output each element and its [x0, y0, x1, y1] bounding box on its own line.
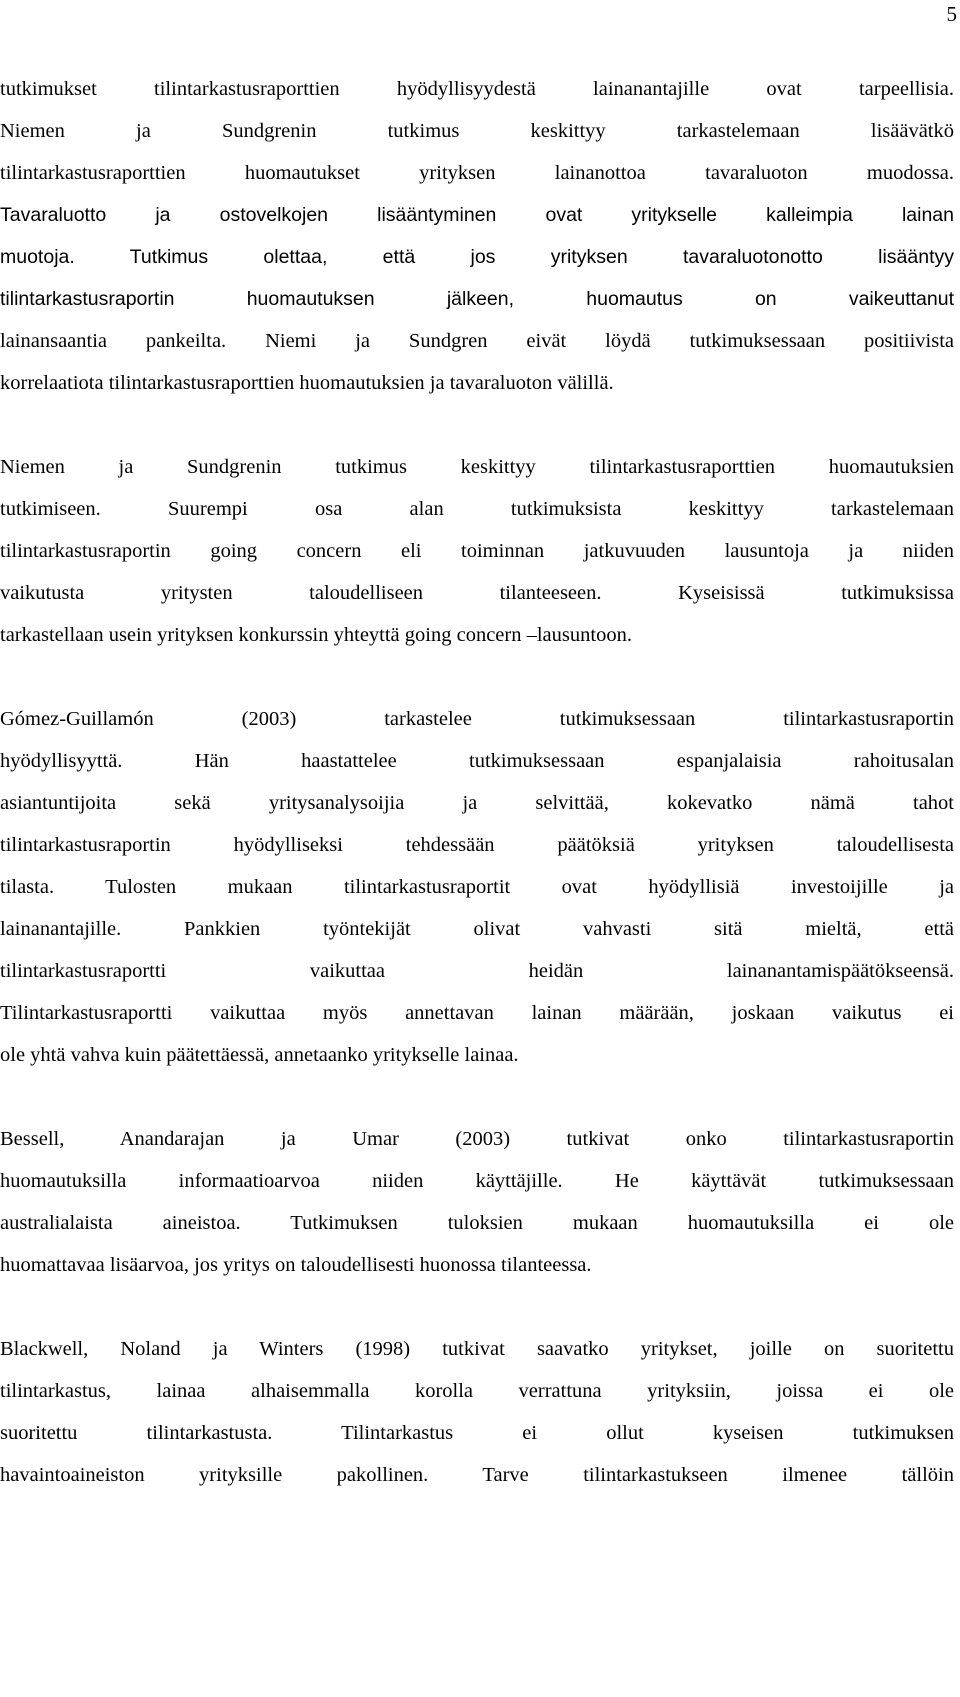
text-line: muotoja. Tutkimus olettaa, että jos yrityksen tavaraluotonotto lisääntyy — [0, 246, 954, 268]
text-line: ole yhtä vahva kuin päätettäessä, annetaanko yritykselle lainaa. — [0, 1044, 519, 1066]
text-line: Bessell, Anandarajan ja Umar (2003) tutkivat onko tilintarkastusraportin — [0, 1128, 954, 1150]
text-line: korrelaatiota tilintarkastusraporttien huomautuksien ja tavaraluoton välillä. — [0, 372, 614, 394]
paragraph-2 — [0, 446, 954, 656]
text-line: tutkimukset tilintarkastusraporttien hyödyllisyydestä lainanantajille ovat tarpeellisia. — [0, 78, 954, 100]
text-line: suoritettu tilintarkastusta. Tilintarkastus ei ollut kyseisen tutkimuksen — [0, 1422, 954, 1444]
text-line: Tavaraluotto ja ostovelkojen lisääntyminen ovat yritykselle kalleimpia lainan — [0, 204, 954, 226]
text-line: Niemen ja Sundgrenin tutkimus keskittyy tarkastelemaan lisäävätkö — [0, 120, 954, 142]
text-line: tilintarkastusraportin huomautuksen jälkeen, huomautus on vaikeuttanut — [0, 288, 954, 310]
paragraph-1 — [0, 68, 954, 404]
text-line: tilintarkastusraporttien huomautukset yrityksen lainanottoa tavaraluoton muodossa. — [0, 162, 954, 184]
text-line: hyödyllisyyttä. Hän haastattelee tutkimuksessaan espanjalaisia rahoitusalan — [0, 750, 954, 772]
text-line: tarkastellaan usein yrityksen konkurssin yhteyttä going concern –lausuntoon. — [0, 624, 632, 646]
text-line: Niemen ja Sundgrenin tutkimus keskittyy tilintarkastusraporttien huomautuksien — [0, 456, 954, 478]
text-line: vaikutusta yritysten taloudelliseen tilanteeseen. Kyseisissä tutkimuksissa — [0, 582, 954, 604]
page-number: 5 — [946, 2, 957, 26]
paragraph-5 — [0, 1328, 954, 1496]
document-body — [0, 68, 954, 1538]
text-line: tilasta. Tulosten mukaan tilintarkastusraportit ovat hyödyllisiä investoijille ja — [0, 876, 954, 898]
text-line: tilintarkastusraportin hyödylliseksi tehdessään päätöksiä yrityksen taloudellisesta — [0, 834, 954, 856]
paragraph-3 — [0, 698, 954, 1076]
text-line: Tilintarkastusraportti vaikuttaa myös annettavan lainan määrään, joskaan vaikutus ei — [0, 1002, 954, 1024]
text-line: australialaista aineistoa. Tutkimuksen tuloksien mukaan huomautuksilla ei ole — [0, 1212, 954, 1234]
text-line: Blackwell, Noland ja Winters (1998) tutkivat saavatko yritykset, joille on suoritettu — [0, 1338, 954, 1360]
text-line: lainansaantia pankeilta. Niemi ja Sundgren eivät löydä tutkimuksessaan positiivista — [0, 330, 954, 352]
text-line: asiantuntijoita sekä yritysanalysoijia ja selvittää, kokevatko nämä tahot — [0, 792, 954, 814]
paragraph-4 — [0, 1118, 954, 1286]
text-line: tilintarkastusraportin going concern eli toiminnan jatkuvuuden lausuntoja ja niiden — [0, 540, 954, 562]
text-line: lainanantajille. Pankkien työntekijät olivat vahvasti sitä mieltä, että — [0, 918, 954, 940]
text-line: havaintoaineiston yrityksille pakollinen. Tarve tilintarkastukseen ilmenee tällöin — [0, 1464, 954, 1486]
text-line: tilintarkastusraportti vaikuttaa heidän lainanantamispäätökseensä. — [0, 960, 954, 982]
text-line: huomautuksilla informaatioarvoa niiden käyttäjille. He käyttävät tutkimuksessaan — [0, 1170, 954, 1192]
text-line: tilintarkastus, lainaa alhaisemmalla korolla verrattuna yrityksiin, joissa ei ole — [0, 1380, 954, 1402]
text-line: Gómez-Guillamón (2003) tarkastelee tutkimuksessaan tilintarkastusraportin — [0, 708, 954, 730]
text-line: tutkimiseen. Suurempi osa alan tutkimuksista keskittyy tarkastelemaan — [0, 498, 954, 520]
text-line: huomattavaa lisäarvoa, jos yritys on taloudellisesti huonossa tilanteessa. — [0, 1254, 592, 1276]
